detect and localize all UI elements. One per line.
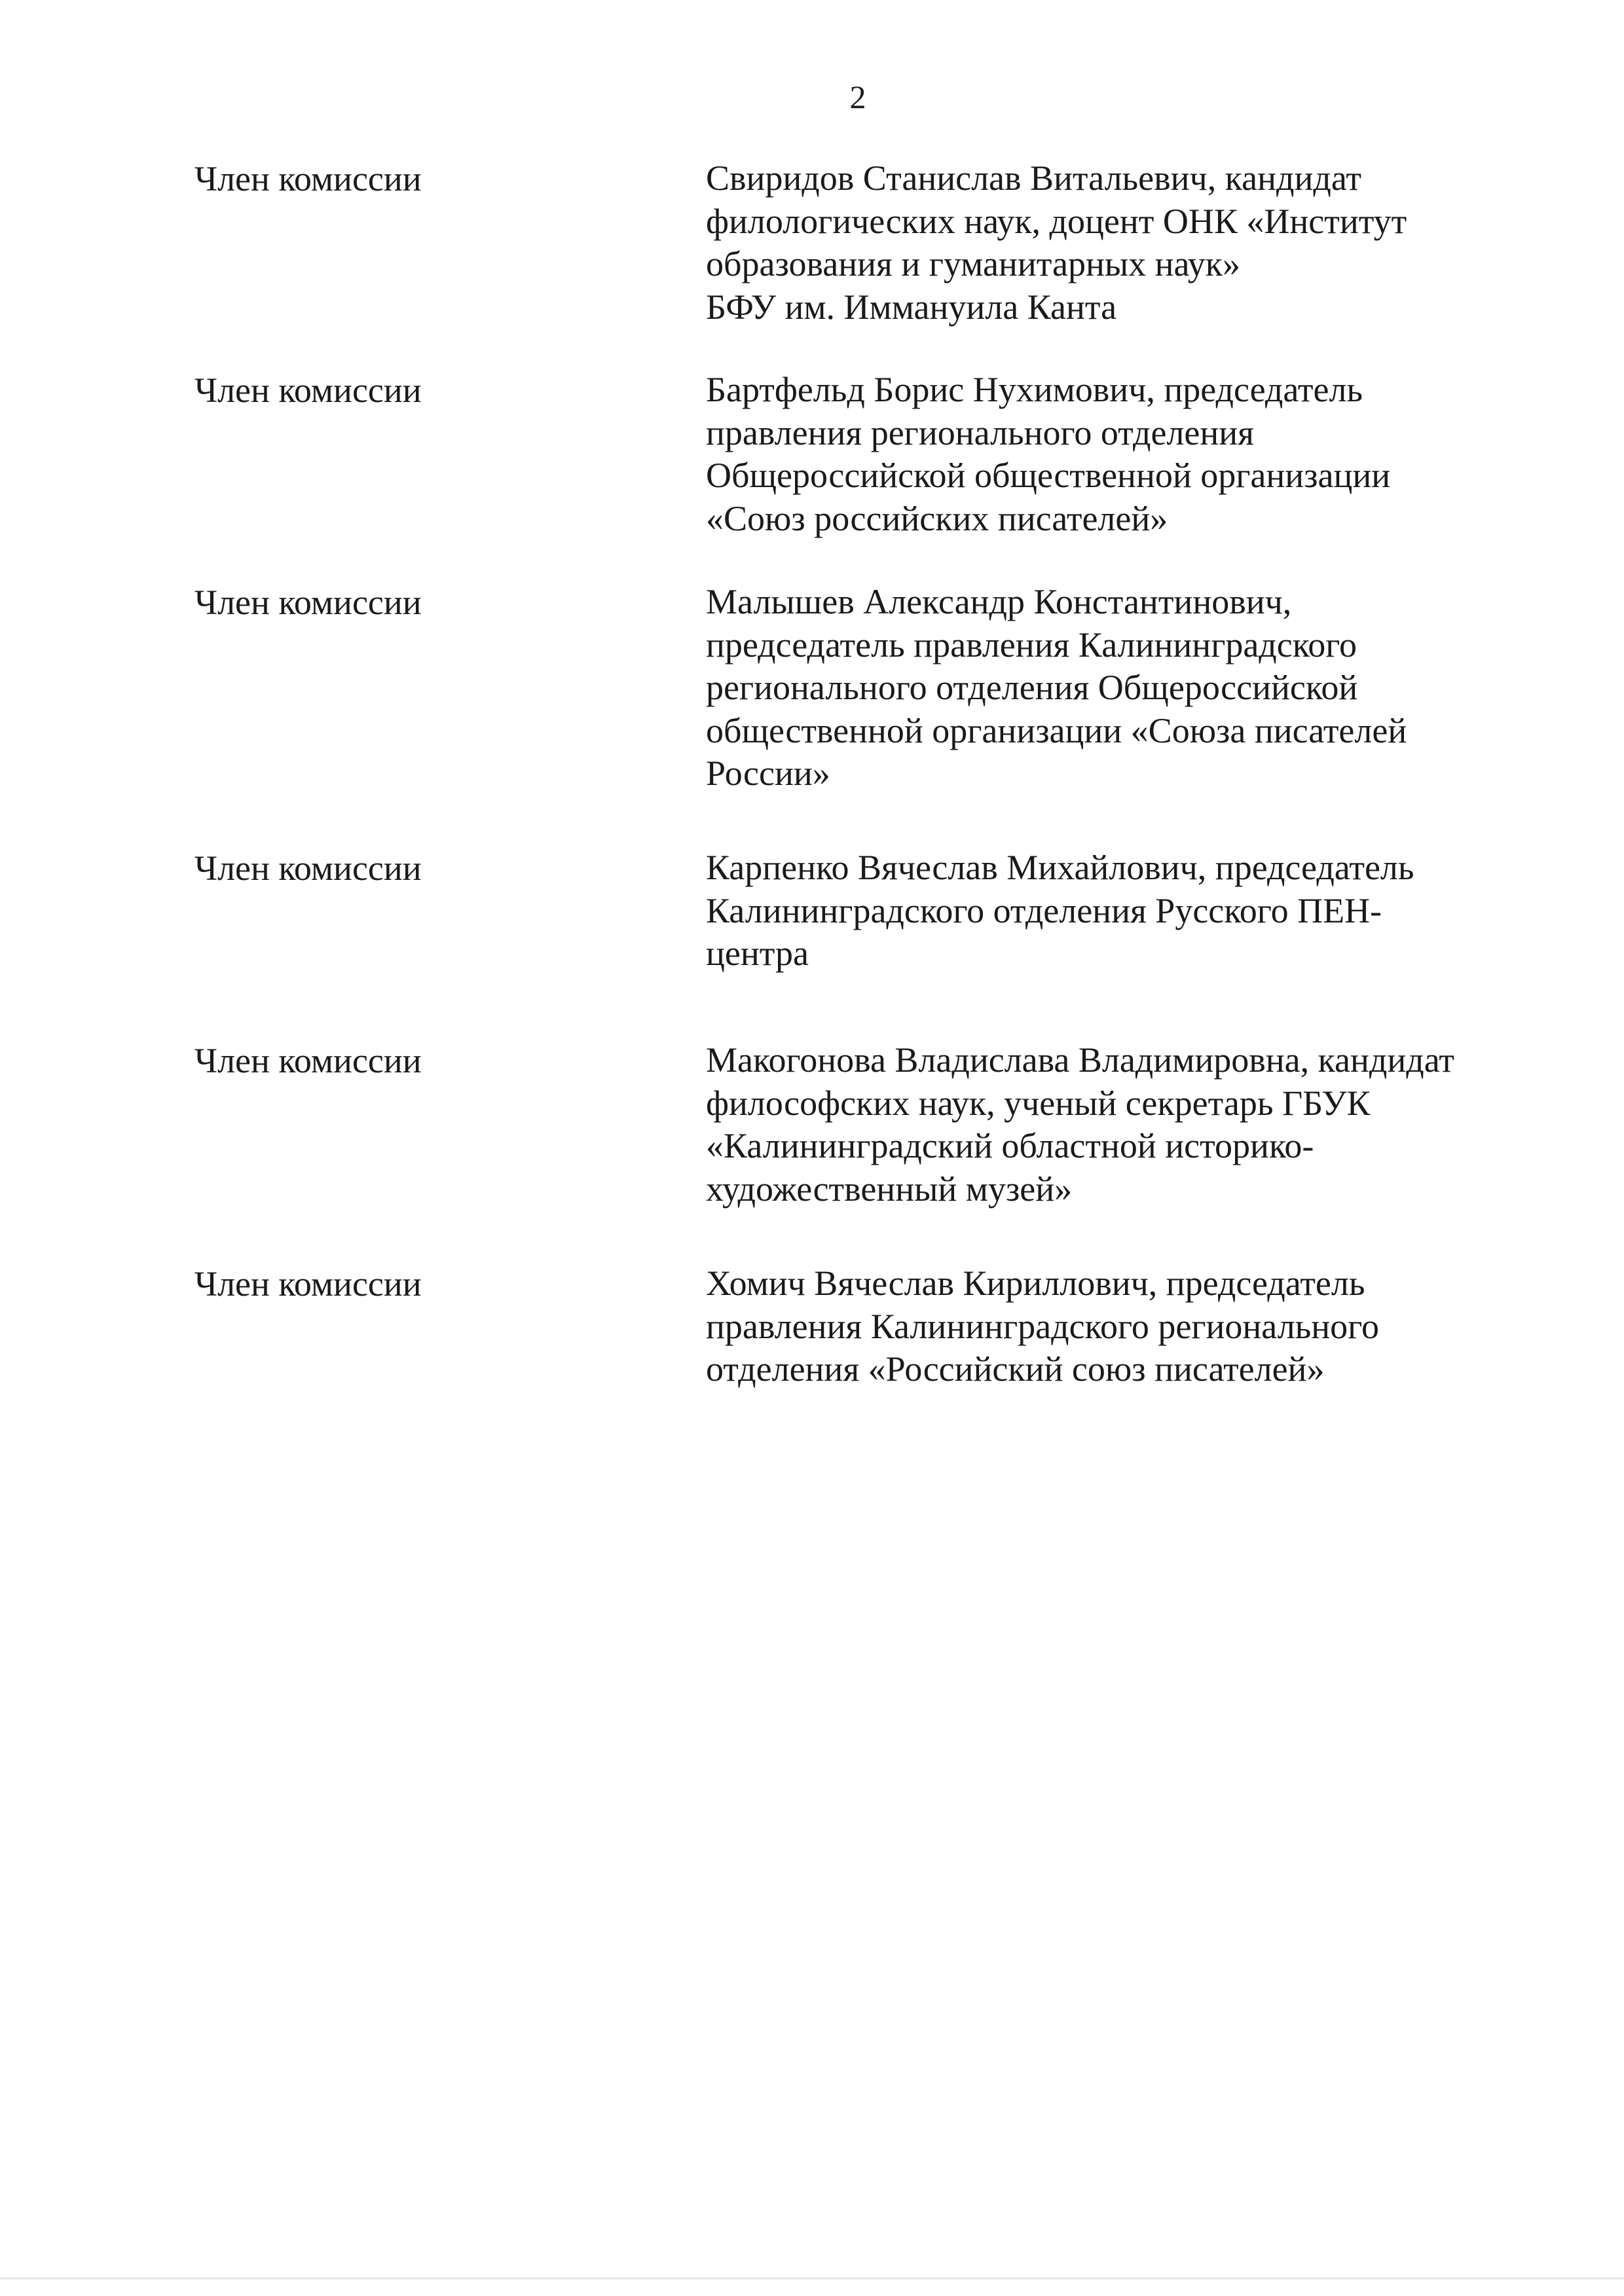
member-role: Член комиссии [194, 1041, 422, 1080]
description-line: филологических наук, доцент ОНК «Институт [706, 201, 1407, 241]
description-line: Свиридов Станислав Витальевич, кандидат [706, 158, 1362, 198]
member-description [706, 581, 1570, 795]
member-role: Член комиссии [194, 848, 422, 888]
description-line: отделения «Российский союз писателей» [706, 1349, 1325, 1389]
description-line: общественной организации «Союза писателей [706, 710, 1407, 750]
description-line: философских наук, ученый секретарь ГБУК [706, 1083, 1371, 1123]
description-line: центра [706, 934, 809, 973]
description-line: Карпенко Вячеслав Михайлович, председатель [706, 848, 1414, 887]
member-description [706, 1039, 1570, 1211]
description-line: Макогонова Владислава Владимировна, кандидат [706, 1040, 1454, 1080]
member-description [706, 847, 1570, 975]
page-number: 2 [849, 79, 866, 115]
member-role: Член комиссии [194, 583, 422, 622]
member-description [706, 157, 1570, 329]
member-description [706, 1262, 1570, 1391]
member-role: Член комиссии [194, 1264, 422, 1303]
page-bottom-edge [0, 2277, 1624, 2280]
description-line: регионального отделения Общероссийской [706, 668, 1358, 707]
description-line: художественный музей» [706, 1169, 1073, 1209]
description-line: Калининградского отделения Русского ПЕН- [706, 890, 1382, 930]
description-line: правления Калининградского регионального [706, 1306, 1379, 1346]
description-line: образования и гуманитарных наук» [706, 244, 1241, 283]
description-line: России» [706, 754, 830, 793]
description-line: «Калининградский областной историко- [706, 1126, 1314, 1165]
description-line: БФУ им. Иммануила Канта [706, 287, 1117, 327]
member-role: Член комиссии [194, 371, 422, 410]
member-description [706, 369, 1570, 540]
description-line: «Союз российских писателей» [706, 498, 1168, 538]
description-line: Общероссийской общественной организации [706, 456, 1391, 495]
description-line: Малышев Александр Константинович, [706, 582, 1292, 621]
description-line: председатель правления Калининградского [706, 625, 1357, 665]
description-line: правления регионального отделения [706, 412, 1254, 452]
description-line: Бартфельд Борис Нухимович, председатель [706, 370, 1363, 409]
description-line: Хомич Вячеслав Кириллович, председатель [706, 1264, 1365, 1303]
member-role: Член комиссии [194, 159, 422, 198]
